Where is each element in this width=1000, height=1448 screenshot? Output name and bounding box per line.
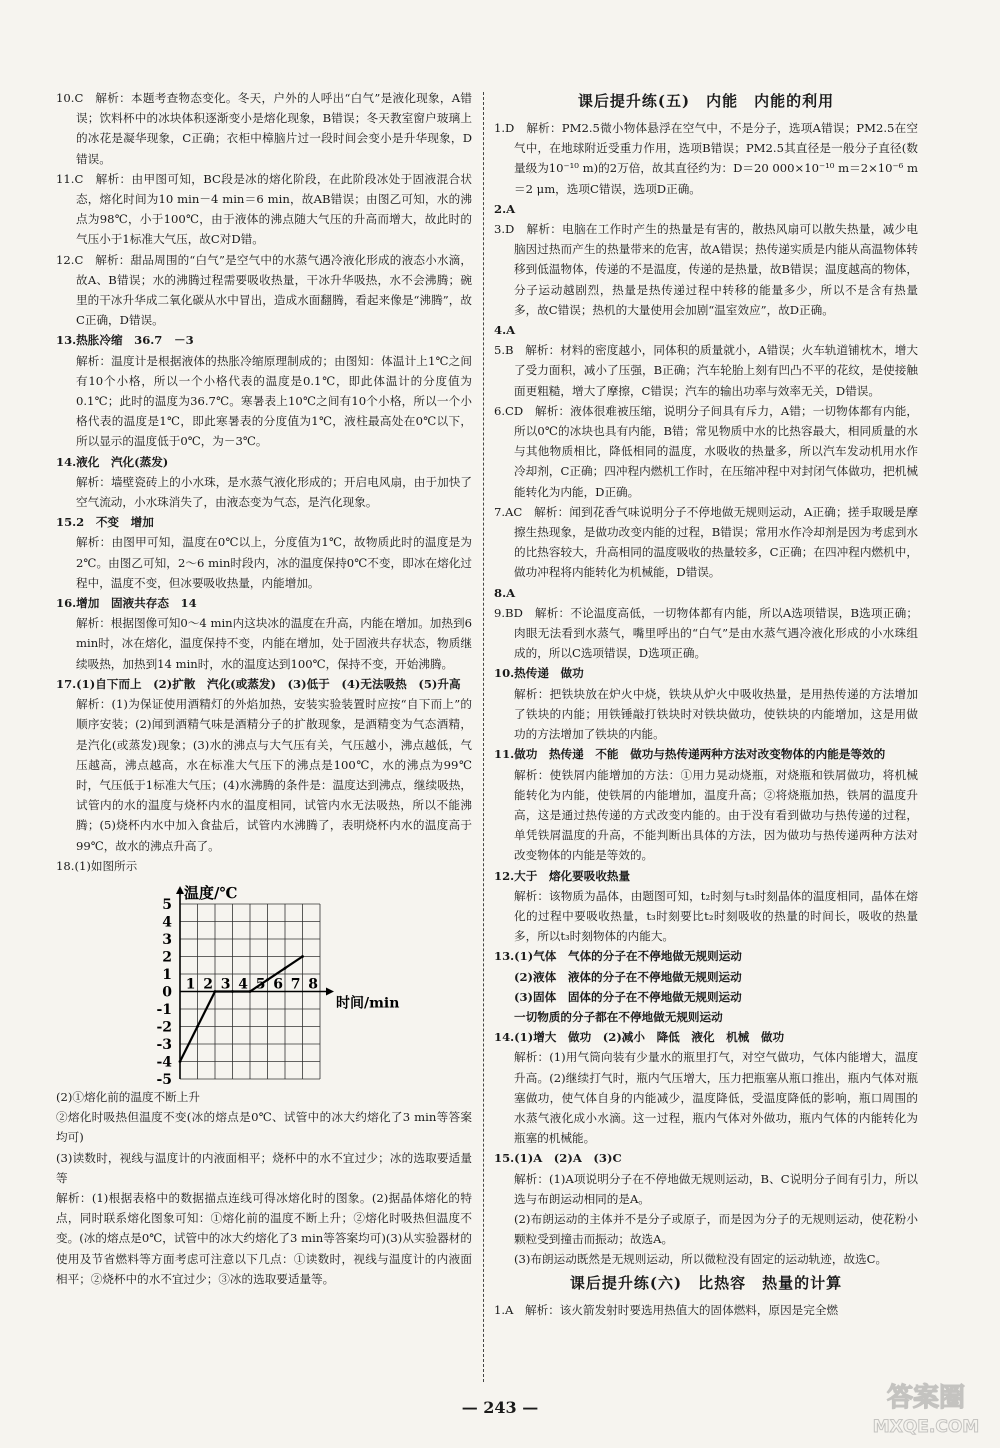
answer-14: 14.液化 汽化(蒸发) — [56, 454, 169, 469]
x-tick-label: 5 — [255, 976, 266, 993]
data-point — [301, 955, 304, 958]
r-answer-8: 8.A — [494, 585, 516, 600]
y-tick-label: -1 — [156, 1001, 172, 1018]
section-title-6: 课后提升练(六) 比热容 热量的计算 — [569, 1273, 843, 1292]
answer-18: 18.(1)如图所示 — [56, 858, 138, 873]
analysis-18: 解析：(1)根据表格中的数据描点连线可得冰熔化时的图象。(2)据晶体熔化的特点，同时联系熔化图象可知：①熔化前的温度不断上升；②熔化时吸热但温度不变。(冰的熔点是0℃，试管中的冰大约熔化了3 min等答案均可)(3)从实验器材的使用及节省燃料等方面考虑可注意以下几点：①读数时，视线与温度计的内液面相平；②烧杯中的水不宜过少；③冰的选取要适量等。 — [56, 1190, 472, 1286]
data-point — [249, 990, 252, 993]
analysis-15: 解析：由图甲可知，温度在0℃以上，分度值为1℃，故物质此时的温度是为2℃。由图乙可知，2～6 min时段内，冰的温度保持0℃不变，即冰在熔化过程中，温度不变，但冰要吸收热量，内能增加。 — [76, 535, 472, 590]
data-point — [196, 1025, 199, 1028]
r-answer-7: 7.AC 解析：闻到花香气味说明分子不停地做无规则运动，A正确；搓手取暖是摩擦生热现象，是做功改变内能的过程，B错误；常用水作冷却剂是因为考虑到水的比热容较大，升高相同的温度吸收的热量较多，C正确；在四冲程内燃机中，做功冲程将内能转化为机械能，D错误。 — [494, 504, 918, 580]
y-tick-label: 3 — [162, 931, 172, 948]
r-analysis-15-2: (2)布朗运动的主体并不是分子或原子，而是因为分子的无规则运动，使花粉小颗粒受到撞击而振动；故选A。 — [514, 1211, 918, 1247]
x-axis-title: 时间/min — [336, 995, 400, 1012]
r-answer-13-2: (2)液体 液体的分子在不停地做无规则运动 — [514, 969, 742, 984]
x-tick-label: 3 — [220, 976, 231, 993]
data-point — [266, 978, 269, 981]
y-tick-label: 5 — [162, 896, 172, 913]
r-answer-14: 14.(1)增大 做功 (2)减小 降低 液化 机械 做功 — [494, 1030, 785, 1045]
answer-15: 15.2 不变 增加 — [56, 515, 154, 530]
r-answer-13-4: 一切物质的分子都在不停地做无规则运动 — [514, 1009, 723, 1024]
answer-18-2-2: ②熔化时吸热但温度不变(冰的熔点是0℃、试管中的冰大约熔化了3 min等答案均可) — [56, 1110, 472, 1145]
r-answer-13-1: 13.(1)气体 气体的分子在不停地做无规则运动 — [494, 949, 742, 964]
r-answer-9: 9.BD 解析：不论温度高低，一切物体都有内能，所以A选项错误，B选项正确；肉眼无法看到水蒸气，嘴里呼出的“白气”是由水蒸气遇冷液化形成的小水珠组成的，所以C选项错误，D选项正确。 — [494, 605, 918, 661]
watermark-logo-icon — [866, 1372, 986, 1442]
x-axis-arrow — [326, 987, 334, 995]
y-tick-label: -2 — [156, 1019, 172, 1036]
r-answer-2: 2.A — [494, 201, 516, 216]
melting-chart-wrap — [56, 880, 472, 1085]
r-answer-15: 15.(1)A (2)A (3)C — [494, 1151, 622, 1166]
y-tick-label: -5 — [156, 1071, 172, 1085]
x-tick-label: 7 — [290, 976, 301, 993]
r-answer-5: 5.B 解析：材料的密度越小，同体积的质量就小，A错误；火车轨道铺枕木，增大了受力面积，减小了压强，B正确；汽车轮胎上刻有凹凸不平的花纹，是使接触面更粗糙，增大了摩擦，C错误；汽车的输出功率与效率无关，D错误。 — [494, 343, 918, 398]
r-answer-3: 3.D 解析：电脑在工作时产生的热量是有害的，散热风扇可以散失热量，减少电脑因过热而产生的热量带来的危害，故A错误；热传递实质是内能从高温物体转移到低温物体，传递的不是温度，传递的是热量，故B错误；温度越高的物体，分子运动越剧烈，热量是热传递过程中转移的能量多少，所以不是含有热量多，故C错误；热机的大量使用会加剧“温室效应”，故D正确。 — [494, 222, 918, 317]
analysis-17: 解析：(1)为保证使用酒精灯的外焰加热，安装实验装置时应按“自下而上”的顺序安装；(2)闻到酒精气味是酒精分子的扩散现象，是酒精变为气态酒精，是汽化(或蒸发)现象；(3)水的沸点与大气压有关，气压越小，沸点越低，气压越高，沸点越高，水在标准大气压下的沸点是100℃，水的沸点为99℃时，气压低于1标准大气压；(4)水沸腾的条件是：温度达到沸点，继续吸热，试管内的水的温度与烧杯内水的温度相同，试管内水无法吸热，所以不能沸腾；(5)烧杯内水中加入食盐后，试管内水沸腾了，表明烧杯内水的温度高于99℃，故水的沸点升高了。 — [76, 697, 472, 853]
r-answer-13-3: (3)固体 固体的分子在不停地做无规则运动 — [514, 989, 742, 1004]
x-tick-label: 8 — [308, 976, 318, 993]
answer-13: 13.热胀冷缩 36.7 －3 — [56, 333, 194, 348]
r-analysis-15-3: (3)布朗运动既然是无规则运动，所以微粒没有固定的运动轨迹，故选C。 — [514, 1252, 888, 1267]
y-tick-label: 4 — [162, 914, 172, 931]
r-answer-12: 12.大于 熔化要吸收热量 — [494, 868, 631, 883]
y-axis-arrow — [176, 886, 184, 894]
answer-12: 12.C 解析：甜品周围的“白气”是空气中的水蒸气遇冷液化形成的液态小水滴，故A、B错误；水的沸腾过程需要吸收热量，干冰升华吸热，水不会沸腾；碗里的干冰升华成二氧化碳从水中冒出，造成水面翻腾，看起来像是“沸腾”，故C正确，D错误。 — [56, 252, 472, 328]
y-tick-label: 2 — [162, 949, 172, 966]
answer-16: 16.增加 固液共存态 14 — [56, 596, 197, 611]
data-point — [284, 967, 287, 970]
r-analysis-15-1: 解析：(1)A项说明分子在不停地做无规则运动，B、C说明分子间有引力，所以选与布朗运动相同的是A。 — [514, 1171, 918, 1206]
watermark-logo — [866, 1372, 986, 1442]
y-tick-label: 1 — [162, 966, 172, 983]
data-point — [231, 990, 234, 993]
analysis-14: 解析：墙壁瓷砖上的小水珠，是水蒸气液化形成的；开启电风扇，由于加快了空气流动，小水珠消失了，由液态变为气态，是汽化现象。 — [76, 474, 472, 510]
column-divider — [483, 92, 484, 1382]
data-point — [214, 990, 217, 993]
melting-chart — [146, 880, 446, 1085]
left-column — [56, 88, 472, 1289]
y-axis-title: 温度/℃ — [184, 883, 238, 902]
analysis-16: 解析：根据图像可知0～4 min内这块冰的温度在升高，内能在增加。加热到6 min时，冰在熔化，温度保持不变，内能在增加，处于固液共存状态，物质继续吸热，加热到14 min时，水的温度达到100℃，保持不变，开始沸腾。 — [76, 616, 472, 671]
r-answer-6: 6.CD 解析：液体很难被压缩，说明分子间具有斥力，A错；一切物体都有内能，所以0℃的冰块也具有内能，B错；常见物质中水的比热容最大，相同质量的水与其他物质相比，降低相同的温度，水吸收的热量多，所以汽车发动机用水作冷却剂，C正确；四冲程内燃机工作时，在压缩冲程中对封闭气体做功，把机械能转化为内能，D正确。 — [494, 403, 918, 499]
page-number: — 243 — — [461, 1398, 539, 1417]
r-answer-11: 11.做功 热传递 不能 做功与热传递两种方法对改变物体的内能是等效的 — [494, 747, 886, 762]
watermark-text-2: MXQE.COM — [872, 1417, 980, 1437]
r-answer-1: 1.D 解析：PM2.5微小物体悬浮在空气中，不是分子，选项A错误；PM2.5在空气中，在地球附近受重力作用，选项B错误；PM2.5其直径是一般分子直径(数量级为10⁻¹⁰ m)的2万倍，故其直径约为：D＝20 000×10⁻¹⁰ m＝2×10⁻⁶ m＝2 μm，选项C错误，选项D正确。 — [494, 121, 918, 196]
r-analysis-14: 解析：(1)用气筒向装有少量水的瓶里打气，对空气做功，气体内能增大，温度升高。(2)继续打气时，瓶内气压增大，压力把瓶塞从瓶口推出，瓶内气体对瓶塞做功，使气体自身的内能减少，温度降低，受温度降低的影响，瓶口周围的水蒸气液化成小水滴。这一过程，瓶内气体对外做功，瓶内气体的内能转化为瓶塞的机械能。 — [514, 1050, 918, 1146]
answer-10: 10.C 解析：本题考查物态变化。冬天，户外的人呼出“白气”是液化现象，A错误；饮料杯中的冰块体积逐渐变小是熔化现象，B错误；冬天教室窗户玻璃上的冰花是凝华现象，C正确；衣柜中樟脑片过一段时间会变小是升华现象，D错误。 — [56, 91, 472, 166]
analysis-13: 解析：温度计是根据液体的热胀冷缩原理制成的；由图知：体温计上1℃之间有10个小格，所以一个小格代表的温度是0.1℃，即此体温计的分度值为0.1℃；此时的温度为36.7℃。寒暑表上10℃之间有10个小格，所以一个小格代表的温度是1℃，即此寒暑表的分度值为1℃，液柱最高处在0℃以下，所以显示的温度低于0℃，为－3℃。 — [76, 353, 472, 449]
answer-18-2-1: (2)①熔化前的温度不断上升 — [56, 1089, 200, 1104]
y-tick-label: -4 — [156, 1054, 172, 1071]
r-analysis-11: 解析：使铁屑内能增加的方法：①用力晃动烧瓶，对烧瓶和铁屑做功，将机械能转化为内能，使铁屑的内能增加，温度升高；②将烧瓶加热，铁屑的温度升高，这是通过热传递的方式改变内能的。由于没有看到做功与热传递的过程，单凭铁屑温度的升高，不能判断出具体的方法，因为做功与热传递两种方法对改变物体的内能是等效的。 — [514, 767, 918, 863]
r-answer-10: 10.热传递 做功 — [494, 666, 584, 681]
y-tick-label: -3 — [156, 1036, 172, 1053]
data-point — [179, 1060, 182, 1063]
answer-18-3: (3)读数时，视线与温度计的内液面相平；烧杯中的水不宜过少；冰的选取要适量等 — [56, 1150, 472, 1185]
x-tick-label: 1 — [185, 976, 196, 993]
answer-17: 17.(1)自下而上 (2)扩散 汽化(或蒸发) (3)低于 (4)无法吸热 (5)升高 — [56, 676, 461, 691]
r-analysis-12: 解析：该物质为晶体，由题图可知，t₂时刻与t₃时刻晶体的温度相同，晶体在熔化的过程中要吸收热量，t₃时刻要比t₂时刻吸收的热量的时间长，吸收的热量多，所以t₃时刻物体的内能大。 — [514, 888, 918, 944]
watermark-text-1: 答案圈 — [886, 1383, 966, 1413]
y-tick-label: 0 — [162, 984, 172, 1001]
answer-11: 11.C 解析：由甲图可知，BC段是冰的熔化阶段，在此阶段冰处于固液混合状态，熔化时间为10 min－4 min＝6 min，故AB错误；由图乙可知，水的沸点为98℃，小于100℃，由于液体的沸点随大气压的升高而增大，故此时的气压小于1标准大气压，故C对D错。 — [56, 171, 472, 247]
r6-answer-1: 1.A 解析：该火箭发射时要选用热值大的固体燃料，原因是完全燃 — [494, 1302, 839, 1317]
section-title-5: 课后提升练(五) 内能 内能的利用 — [577, 92, 835, 110]
x-tick-label: 6 — [273, 976, 283, 993]
x-tick-label: 4 — [238, 976, 248, 993]
right-column — [494, 88, 918, 1320]
x-tick-label: 2 — [203, 976, 213, 993]
r-analysis-10: 解析：把铁块放在炉火中烧，铁块从炉火中吸收热量，是用热传递的方法增加了铁块的内能；用铁锤敲打铁块时对铁块做功，使铁块的内能增加，这是用做功的方法增加了铁块的内能。 — [514, 686, 918, 742]
r-answer-4: 4.A — [494, 323, 516, 338]
